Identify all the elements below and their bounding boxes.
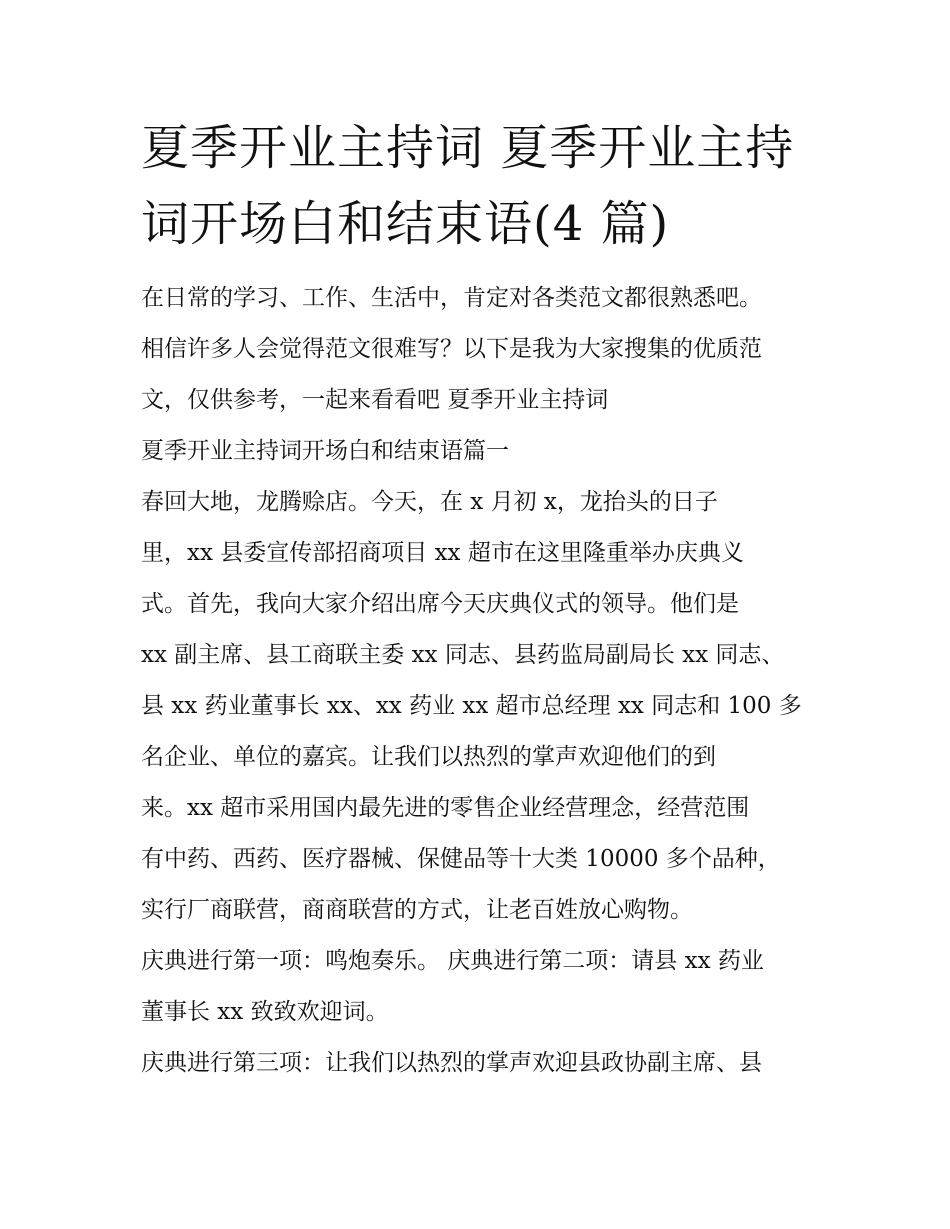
paragraph-ceremony-item-three [141, 1038, 831, 1089]
text-line: 庆典进行第三项：让我们以热烈的掌声欢迎县政协副主席、县 [141, 1050, 762, 1076]
document-body [141, 273, 831, 1089]
text-line: 名企业、单位的嘉宾。让我们以热烈的掌声欢迎他们的到 [141, 744, 716, 770]
title-line-1: 夏季开业主持词 夏季开业主持 [141, 120, 795, 176]
text-line: 春回大地，龙腾赊店。今天，在 x 月初 x，龙抬头的日子 [141, 489, 718, 515]
section-heading [141, 426, 831, 477]
title-line-2: 词开场白和结束语(4 篇) [141, 196, 670, 252]
text-line: 在日常的学习、工作、生活中，肯定对各类范文都很熟悉吧。 [141, 285, 762, 311]
text-line: 来。xx 超市采用国内最先进的零售企业经营理念，经营范围 [141, 795, 750, 821]
text-line: 庆典进行第一项：鸣炮奏乐。 庆典进行第二项：请县 xx 药业 [141, 948, 764, 974]
text-line: xx 副主席、县工商联主委 xx 同志、县药监局副局长 xx 同志、 [141, 642, 785, 668]
text-line: 有中药、西药、医疗器械、保健品等十大类 10000 多个品种， [141, 846, 781, 872]
text-line: 文，仅供参考，一起来看看吧 夏季开业主持词 [141, 387, 609, 413]
document-title [141, 110, 821, 262]
text-line: 县 xx 药业董事长 xx、xx 药业 xx 超市总经理 xx 同志和 100 多 [141, 693, 802, 719]
paragraph-intro [141, 273, 831, 426]
paragraph-speech [141, 477, 831, 936]
text-line: 夏季开业主持词开场白和结束语篇一 [141, 438, 509, 464]
text-line: 相信许多人会觉得范文很难写？以下是我为大家搜集的优质范 [141, 336, 762, 362]
paragraph-ceremony-items [141, 936, 831, 1038]
text-line: 董事长 xx 致致欢迎词。 [141, 999, 389, 1025]
text-line: 实行厂商联营，商商联营的方式，让老百姓放心购物。 [141, 897, 693, 923]
text-line: 里，xx 县委宣传部招商项目 xx 超市在这里隆重举办庆典义 [141, 540, 744, 566]
text-line: 式。首先，我向大家介绍出席今天庆典仪式的领导。他们是 [141, 591, 739, 617]
